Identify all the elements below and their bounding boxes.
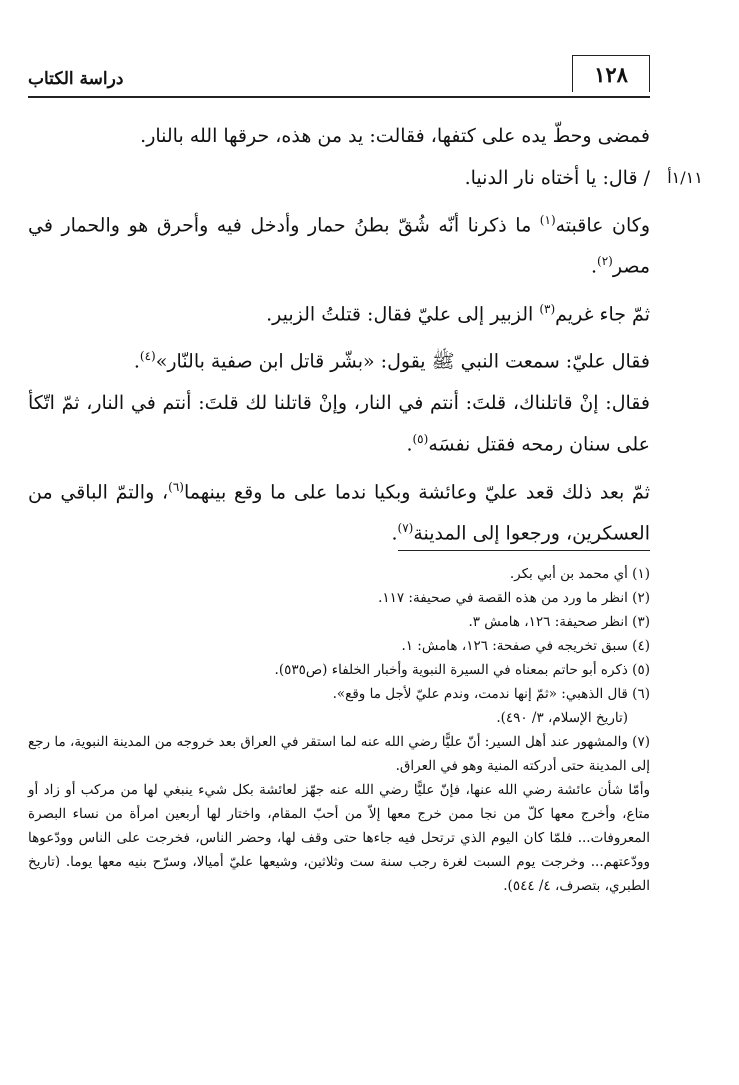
paragraph-6-text-b: . bbox=[406, 433, 413, 456]
footnote-6: (٦) قال الذهبي: «ثمّ إنها ندمت، وندم عليّ لأجل ما وقع». bbox=[332, 686, 650, 702]
paragraph-7 bbox=[28, 469, 650, 552]
paragraph-5 bbox=[28, 338, 650, 379]
paragraph-4 bbox=[28, 291, 650, 332]
page-header bbox=[28, 55, 650, 95]
paragraph-3-text-a: وكان عاقبته bbox=[555, 214, 650, 237]
paragraph-2 bbox=[28, 160, 650, 196]
footnote-ref-4[interactable]: (٤) bbox=[139, 348, 156, 363]
paragraph-1 bbox=[28, 118, 650, 154]
footnote-1: (١) أي محمد بن أبي بكر. bbox=[509, 566, 650, 582]
running-title: دراسة الكتاب bbox=[28, 69, 124, 89]
paragraph-3-text-b: ما ذكرنا أنّه شُقّ بطنُ حمار وأدخل فيه وأحرق هو والحمار في مصر bbox=[28, 214, 650, 278]
footnote-ref-5[interactable]: (٥) bbox=[412, 432, 429, 447]
paragraph-5-text-a: فقال عليّ: سمعت النبي ﷺ يقول: «بشّر قاتل ابن صفية بالنّار» bbox=[155, 350, 650, 373]
footnote-ref-2[interactable]: (٢) bbox=[597, 254, 613, 269]
header-rule bbox=[28, 96, 650, 98]
footnote-ref-6[interactable]: (٦) bbox=[168, 479, 184, 494]
footnote-7-continued: وأمّا شأن عائشة رضي الله عنها، فإنّ عليًّا رضي الله عنه جهّز لعائشة بكل شيء ينبغي لها من مركب أو زاد أو متاع، وأخرج معها كلّ من نجا ممن خرج معها إلاّ من أحبّ المقام، واختار لها أربعين امرأة من نساء البصرة المعروفات... فلمّا كان اليوم الذي ترتحل فيه جاءها حتى وقف لها، وحضر الناس، فخرجت على الناس وودّعوها وودّعتهم... وخرجت يوم السبت لغرة رجب سنة ست وثلاثين، وشيعها عليّ أميالا، وسرّح بنيه معها يوما. (تاريخ الطبري، بتصرف، ٤/ ٥٤٤). bbox=[28, 782, 650, 894]
footnote-separator bbox=[398, 550, 650, 551]
paragraph-3 bbox=[28, 202, 650, 285]
main-text bbox=[28, 118, 650, 557]
paragraph-7-text-a: ثمّ بعد ذلك قعد عليّ وعائشة وبكيا ندما على ما وقع بينهما bbox=[183, 480, 650, 503]
footnote-6-source: (تاريخ الإسلام، ٣/ ٤٩٠). bbox=[496, 710, 628, 726]
footnote-ref-1[interactable]: (١) bbox=[539, 213, 556, 227]
manuscript-folio-ref: ١/١١أ bbox=[667, 168, 703, 187]
footnote-2: (٢) انظر ما ورد من هذه القصة في صحيفة: ١١٧. bbox=[378, 590, 650, 606]
paragraph-4-text-a: ثمّ جاء غريم bbox=[555, 302, 650, 325]
footnotes bbox=[28, 562, 650, 898]
footnote-5: (٥) ذكره أبو حاتم بمعناه في السيرة النبوية وأخبار الخلفاء (ص٥٣٥). bbox=[274, 662, 650, 678]
footnote-7: (٧) والمشهور عند أهل السير: أنّ عليًّا رضي الله عنه لما استقر في العراق بعد خروجه من المدينة النبوية، ما رجع إلى المدينة حتى أدركته المنية وهو في العراق. bbox=[28, 734, 650, 774]
paragraph-1-text: فمضى وحطّ يده على كتفها، فقالت: يد من هذه، حرقها الله بالنار. bbox=[140, 125, 650, 147]
paragraph-7-text-b: ، والتمّ الباقي من العسكرين، ورجعوا إلى المدينة bbox=[28, 480, 650, 545]
footnote-ref-3[interactable]: (٣) bbox=[539, 301, 556, 316]
paragraph-5-text-b: . bbox=[133, 350, 140, 373]
paragraph-6-text-a: فقال: إنْ قاتلناك، قلتَ: أنتم في النار، وإنْ قاتلنا لك قلتَ: أنتم في النار، ثمّ اتّكأ على سنان رمحه فقتل نفسَه bbox=[28, 392, 650, 456]
page-number: ١٢٨ bbox=[572, 55, 650, 92]
footnote-ref-7[interactable]: (٧) bbox=[397, 520, 414, 535]
footnote-3: (٣) انظر صحيفة: ١٢٦، هامش ٣. bbox=[468, 614, 650, 630]
paragraph-4-text-b: الزبير إلى عليّ فقال: قتلتُ الزبير. bbox=[266, 302, 540, 325]
footnote-4: (٤) سبق تخريجه في صفحة: ١٢٦، هامش: ١. bbox=[401, 638, 650, 654]
paragraph-3-text-c: . bbox=[590, 255, 598, 278]
paragraph-6 bbox=[28, 385, 650, 462]
paragraph-7-text-c: . bbox=[391, 522, 398, 545]
paragraph-2-text: / قال: يا أختاه نار الدنيا. bbox=[464, 167, 650, 189]
